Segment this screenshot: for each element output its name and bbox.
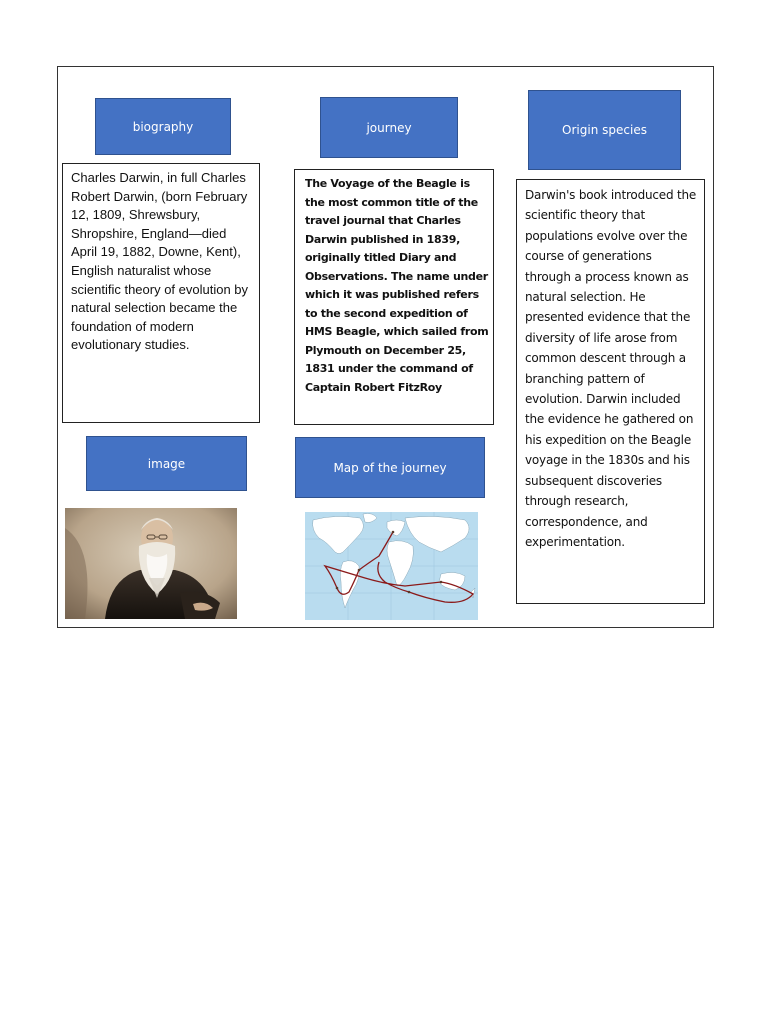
biography-text-box: [62, 163, 260, 423]
journey-header: [320, 97, 458, 158]
image-header: [86, 436, 247, 491]
journey-text-box: [294, 169, 494, 425]
voyage-world-map: [305, 512, 478, 620]
map-header: [295, 437, 485, 498]
darwin-portrait-photo: [65, 508, 237, 619]
origin-header-label: Origin species: [562, 123, 647, 137]
origin-species-text-box: [516, 179, 705, 604]
biography-text: Charles Darwin, in full Charles Robert Darwin, (born February 12, 1809, Shrewsbury, Shropshire, England—died April 19, 1882, Downe, Kent), English naturalist whose scientific theory of evolution by natural selection became the foundation of modern evolutionary studies.: [71, 170, 249, 353]
origin-species-header: [528, 90, 681, 170]
portrait-illustration: [65, 508, 237, 619]
map-header-label: Map of the journey: [333, 460, 447, 475]
origin-species-text: Darwin's book introduced the scientific theory that populations evolve over the course of generations through a process known as natural selection. He presented evidence that the diversity of life arose from common descent through a branching pattern of evolution. Darwin included the evidence he gathered on his expedition on the Beagle voyage in the 1830s and his subsequent discoveries through research, correspondence, and experimentation.: [525, 188, 697, 549]
map-illustration: [305, 512, 478, 620]
biography-header: [95, 98, 231, 155]
image-header-label: image: [147, 456, 186, 471]
journey-header-label: journey: [366, 120, 412, 135]
biography-header-label: biography: [132, 119, 194, 134]
journey-text: The Voyage of the Beagle is the most common title of the travel journal that Charles Darwin published in 1839, originally titled Diary and Observations. The name under which it was published refers to the second expedition of HMS Beagle, which sailed from Plymouth on December 25, 1831 under the command of Captain Robert FitzRoy: [305, 177, 489, 394]
